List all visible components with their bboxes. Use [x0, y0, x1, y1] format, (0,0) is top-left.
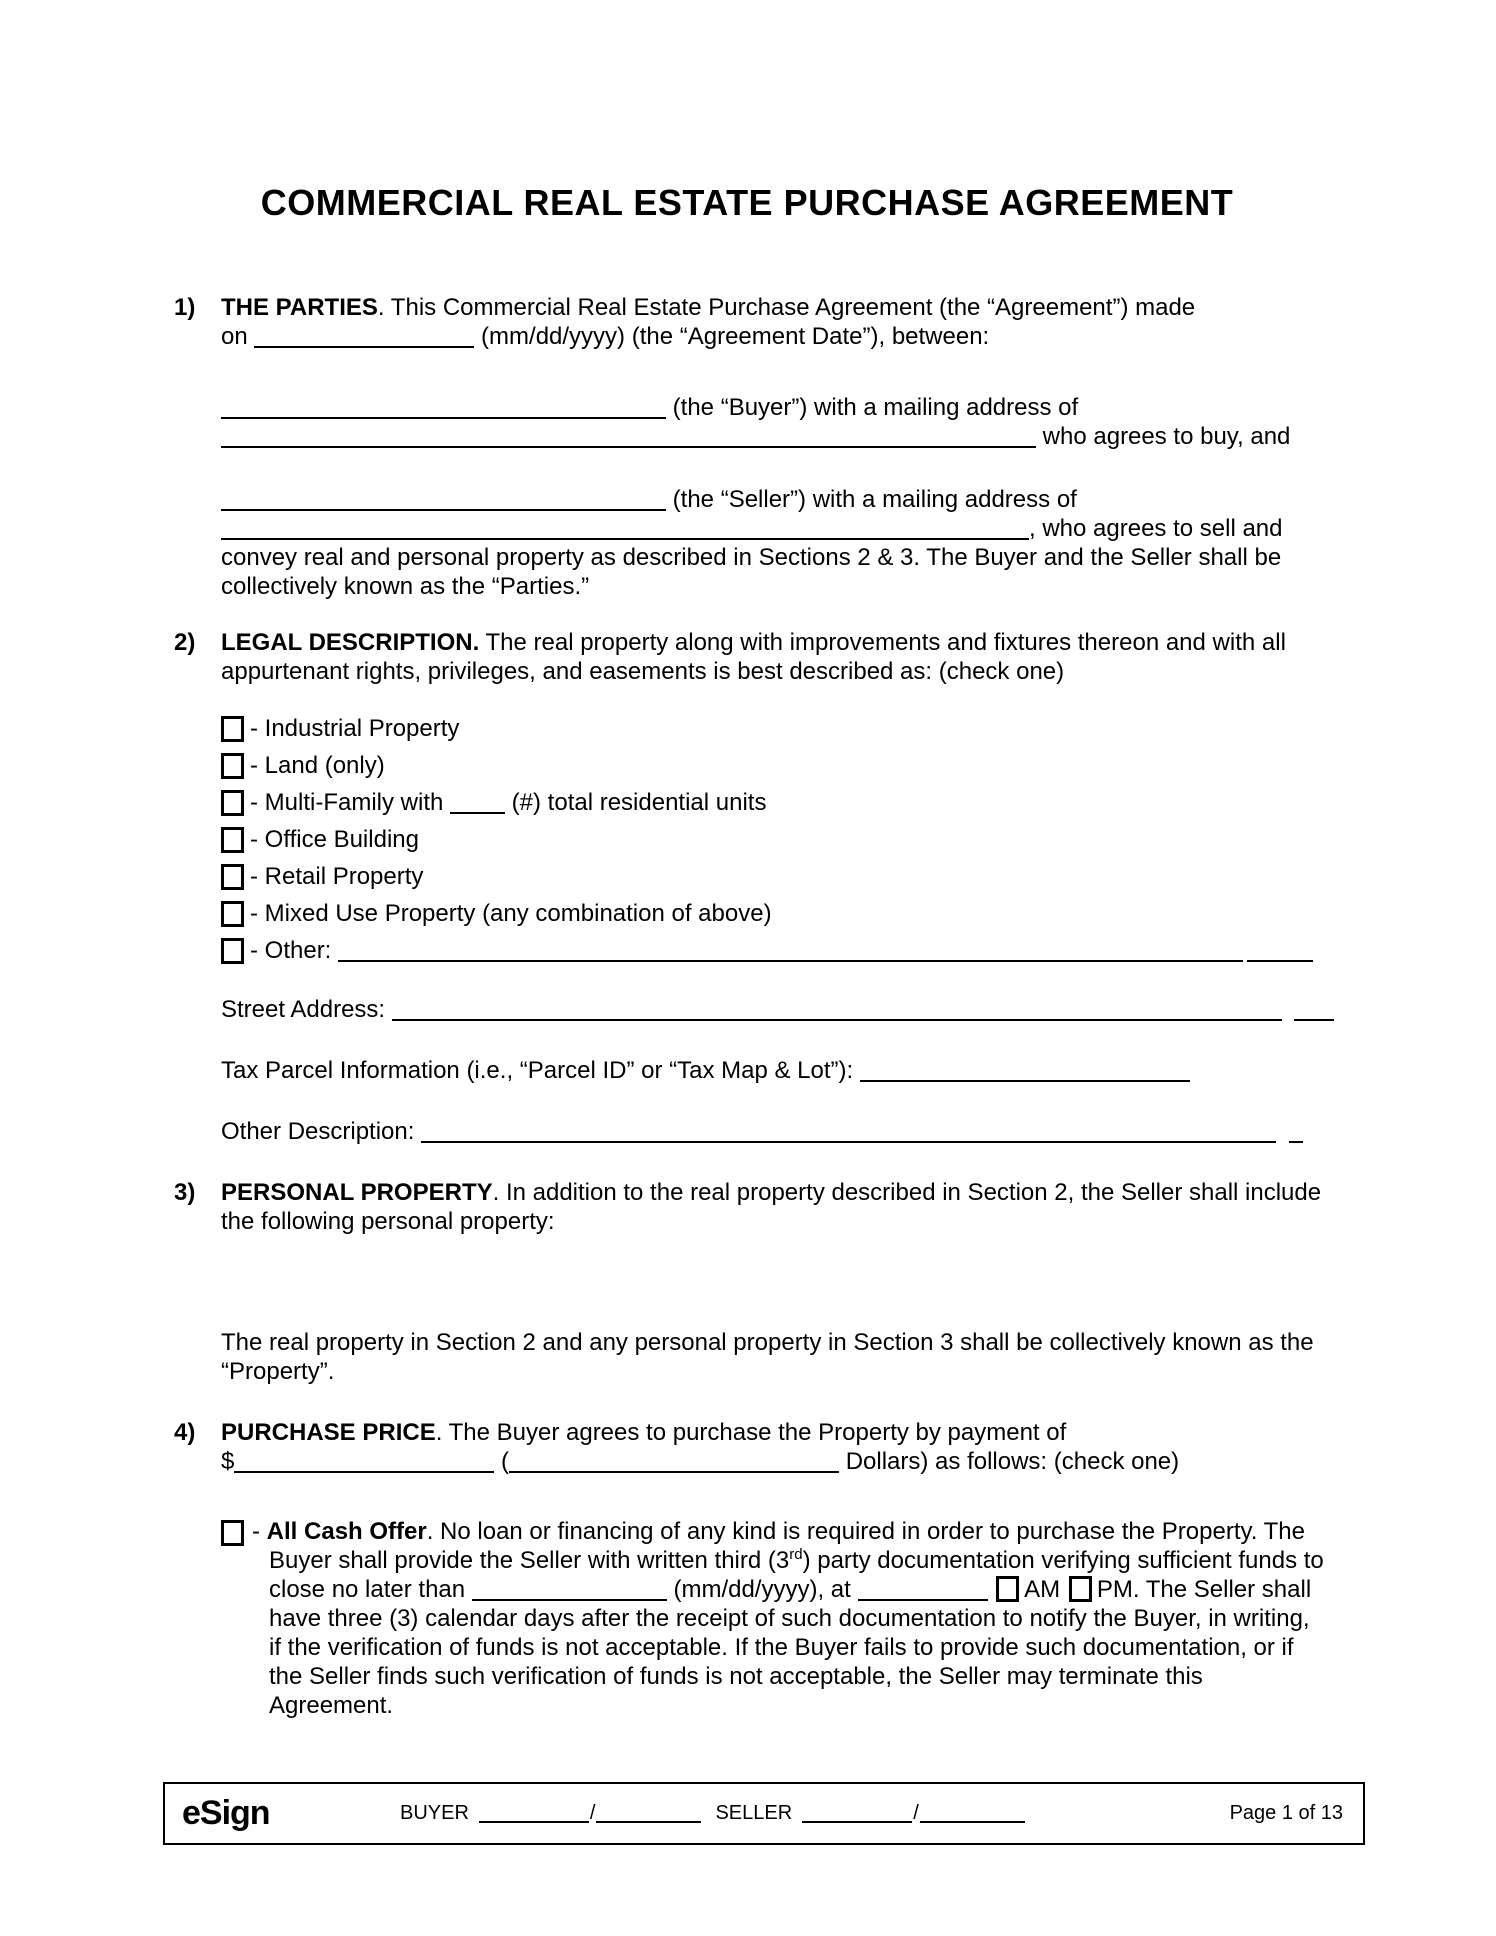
buyer-address-field[interactable] — [221, 426, 1036, 448]
tax-parcel-label: Tax Parcel Information (i.e., “Parcel ID” or “Tax Map & Lot”): — [221, 1057, 854, 1084]
all-cash-body-2: ) party documentation verifying sufficient funds to close no later than — [269, 1547, 1324, 1603]
seller-initials-field-1[interactable] — [802, 1805, 912, 1823]
section-number-3: 3) — [174, 1179, 196, 1206]
initials-run — [400, 1802, 1025, 1825]
buyer-tail-text: who agrees to buy, and — [1042, 423, 1291, 450]
other-description-label: Other Description: — [221, 1118, 415, 1145]
checkbox-land-only[interactable] — [221, 753, 244, 779]
footer-buyer-label: BUYER — [400, 1802, 469, 1824]
buyer-suffix-text: (the “Buyer”) with a mailing address of — [672, 394, 1079, 421]
document-title: COMMERCIAL REAL ESTATE PURCHASE AGREEMENT — [260, 182, 1234, 223]
dollar-sign: $ — [221, 1448, 235, 1475]
street-address-label: Street Address: — [221, 996, 386, 1023]
all-cash-body-3: (mm/dd/yyyy), at — [673, 1576, 851, 1603]
legal-option-multi-family: - Multi-Family with (#) total residential units — [221, 788, 1320, 817]
legal-option-office: - Office Building — [221, 825, 1320, 854]
checkbox-mixed-use-property[interactable] — [221, 901, 244, 927]
parties-on-word: on — [221, 323, 248, 350]
funds-verification-time-field[interactable] — [858, 1579, 988, 1601]
section-number-1: 1) — [174, 294, 196, 321]
other-description-row — [221, 1117, 1320, 1146]
checkbox-office-building[interactable] — [221, 827, 244, 853]
all-cash-title: All Cash Offer — [266, 1518, 427, 1545]
legal-option-other: - Other: — [221, 936, 1320, 965]
section-heading-purchase-price: PURCHASE PRICE — [221, 1419, 436, 1446]
section-number-2: 2) — [174, 629, 196, 656]
checkbox-am[interactable] — [996, 1576, 1019, 1602]
buyer-initials-field-2[interactable] — [596, 1805, 701, 1823]
personal-property-field[interactable] — [174, 1236, 1320, 1328]
page-number-label: Page 1 of 13 — [1229, 1802, 1343, 1824]
street-address-field[interactable] — [392, 999, 1282, 1021]
personal-property-intro-text: . In addition to the real property described in Section 2, the Seller shall include the following personal property: — [221, 1179, 1322, 1235]
checkbox-retail-property[interactable] — [221, 864, 244, 890]
esign-logo: eSign — [182, 1794, 270, 1832]
checkbox-multi-family[interactable] — [221, 790, 244, 816]
section-number-4: 4) — [174, 1419, 196, 1446]
seller-name-field[interactable] — [221, 489, 666, 511]
section-personal-property — [174, 1178, 1329, 1236]
all-cash-offer-item — [221, 1517, 1324, 1720]
pm-label: PM. — [1096, 1576, 1140, 1603]
section-heading-personal-property: PERSONAL PROPERTY — [221, 1179, 493, 1206]
residential-units-field[interactable] — [450, 792, 505, 814]
page-footer — [163, 1782, 1365, 1845]
other-property-field-2[interactable] — [1247, 940, 1313, 962]
seller-initials-field-2[interactable] — [920, 1805, 1025, 1823]
all-cash-body-4: The Seller shall have three (3) calendar days after the receipt of such documentation to notify the Buyer, in writing, if the verification of funds is not acceptable. If the Buyer fails to provide such documentation, or if the Seller finds such verification of funds is not acceptable, the Seller may terminate this Agreement. — [269, 1576, 1312, 1719]
other-description-field-2[interactable] — [1289, 1121, 1303, 1143]
section-parties — [174, 293, 1329, 351]
property-definition-text: The real property in Section 2 and any personal property in Section 3 shall be collectively known as the “Property”. — [221, 1329, 1314, 1385]
parties-after-date-text: (mm/dd/yyyy) (the “Agreement Date”), between: — [481, 323, 990, 350]
buyer-initials-field-1[interactable] — [479, 1805, 589, 1823]
legal-option-retail: - Retail Property — [221, 862, 1320, 891]
buyer-name-field[interactable] — [221, 397, 666, 419]
buyer-block — [221, 393, 1329, 451]
section-heading-parties: THE PARTIES — [221, 294, 378, 321]
all-cash-dash: - — [252, 1518, 260, 1545]
tax-parcel-row — [221, 1056, 1320, 1085]
ordinal-superscript: rd — [789, 1546, 803, 1563]
checkbox-all-cash-offer[interactable] — [221, 1520, 244, 1546]
section-heading-legal: LEGAL DESCRIPTION. — [221, 629, 480, 656]
footer-seller-label: SELLER — [715, 1802, 793, 1824]
checkbox-other-property[interactable] — [221, 938, 244, 964]
funds-verification-date-field[interactable] — [472, 1579, 667, 1601]
tax-parcel-field[interactable] — [860, 1060, 1190, 1082]
all-cash-offer-paragraph — [252, 1517, 1324, 1720]
seller-tail-text: , who agrees to sell and convey real and personal property as described in Sections 2 & 3. The Buyer and the Seller shall be collectively known as the “Parties.” — [221, 515, 1283, 600]
seller-address-field[interactable] — [221, 518, 1029, 540]
property-type-checklist — [221, 714, 1320, 965]
checkbox-pm[interactable] — [1069, 1576, 1092, 1602]
legal-option-industrial: - Industrial Property — [221, 714, 1320, 743]
street-address-row — [221, 995, 1320, 1024]
agreement-date-field[interactable] — [254, 326, 474, 348]
parties-intro-text: . This Commercial Real Estate Purchase Agreement (the “Agreement”) made — [377, 294, 1196, 321]
checkbox-industrial-property[interactable] — [221, 716, 244, 742]
street-address-field-2[interactable] — [1294, 999, 1334, 1021]
seller-block — [221, 485, 1329, 601]
seller-suffix-text: (the “Seller”) with a mailing address of — [672, 486, 1077, 513]
purchase-price-after-text: Dollars) as follows: (check one) — [845, 1448, 1180, 1475]
open-paren: ( — [501, 1448, 510, 1475]
legal-option-land: - Land (only) — [221, 751, 1320, 780]
buyer-slash: / — [589, 1802, 596, 1824]
purchase-price-intro-text: . The Buyer agrees to purchase the Property by payment of — [435, 1419, 1067, 1446]
property-definition-paragraph — [221, 1328, 1329, 1386]
seller-slash: / — [913, 1802, 919, 1824]
legal-intro-text: The real property along with improvements and fixtures thereon and with all appurtenant rights, privileges, and easements is best described as: (check one) — [221, 629, 1286, 685]
section-purchase-price — [174, 1418, 1329, 1476]
other-property-field[interactable] — [338, 940, 1243, 962]
section-legal-description — [174, 628, 1329, 686]
other-description-field[interactable] — [421, 1121, 1276, 1143]
legal-option-mixed-use: - Mixed Use Property (any combination of above) — [221, 899, 1320, 928]
purchase-price-numeric-field[interactable] — [234, 1451, 494, 1473]
purchase-price-words-field[interactable] — [509, 1451, 839, 1473]
all-cash-body-1: . No loan or financing of any kind is required in order to purchase the Property. The Buyer shall provide the Seller with written third (3 — [269, 1518, 1305, 1574]
am-label: AM — [1024, 1576, 1061, 1603]
